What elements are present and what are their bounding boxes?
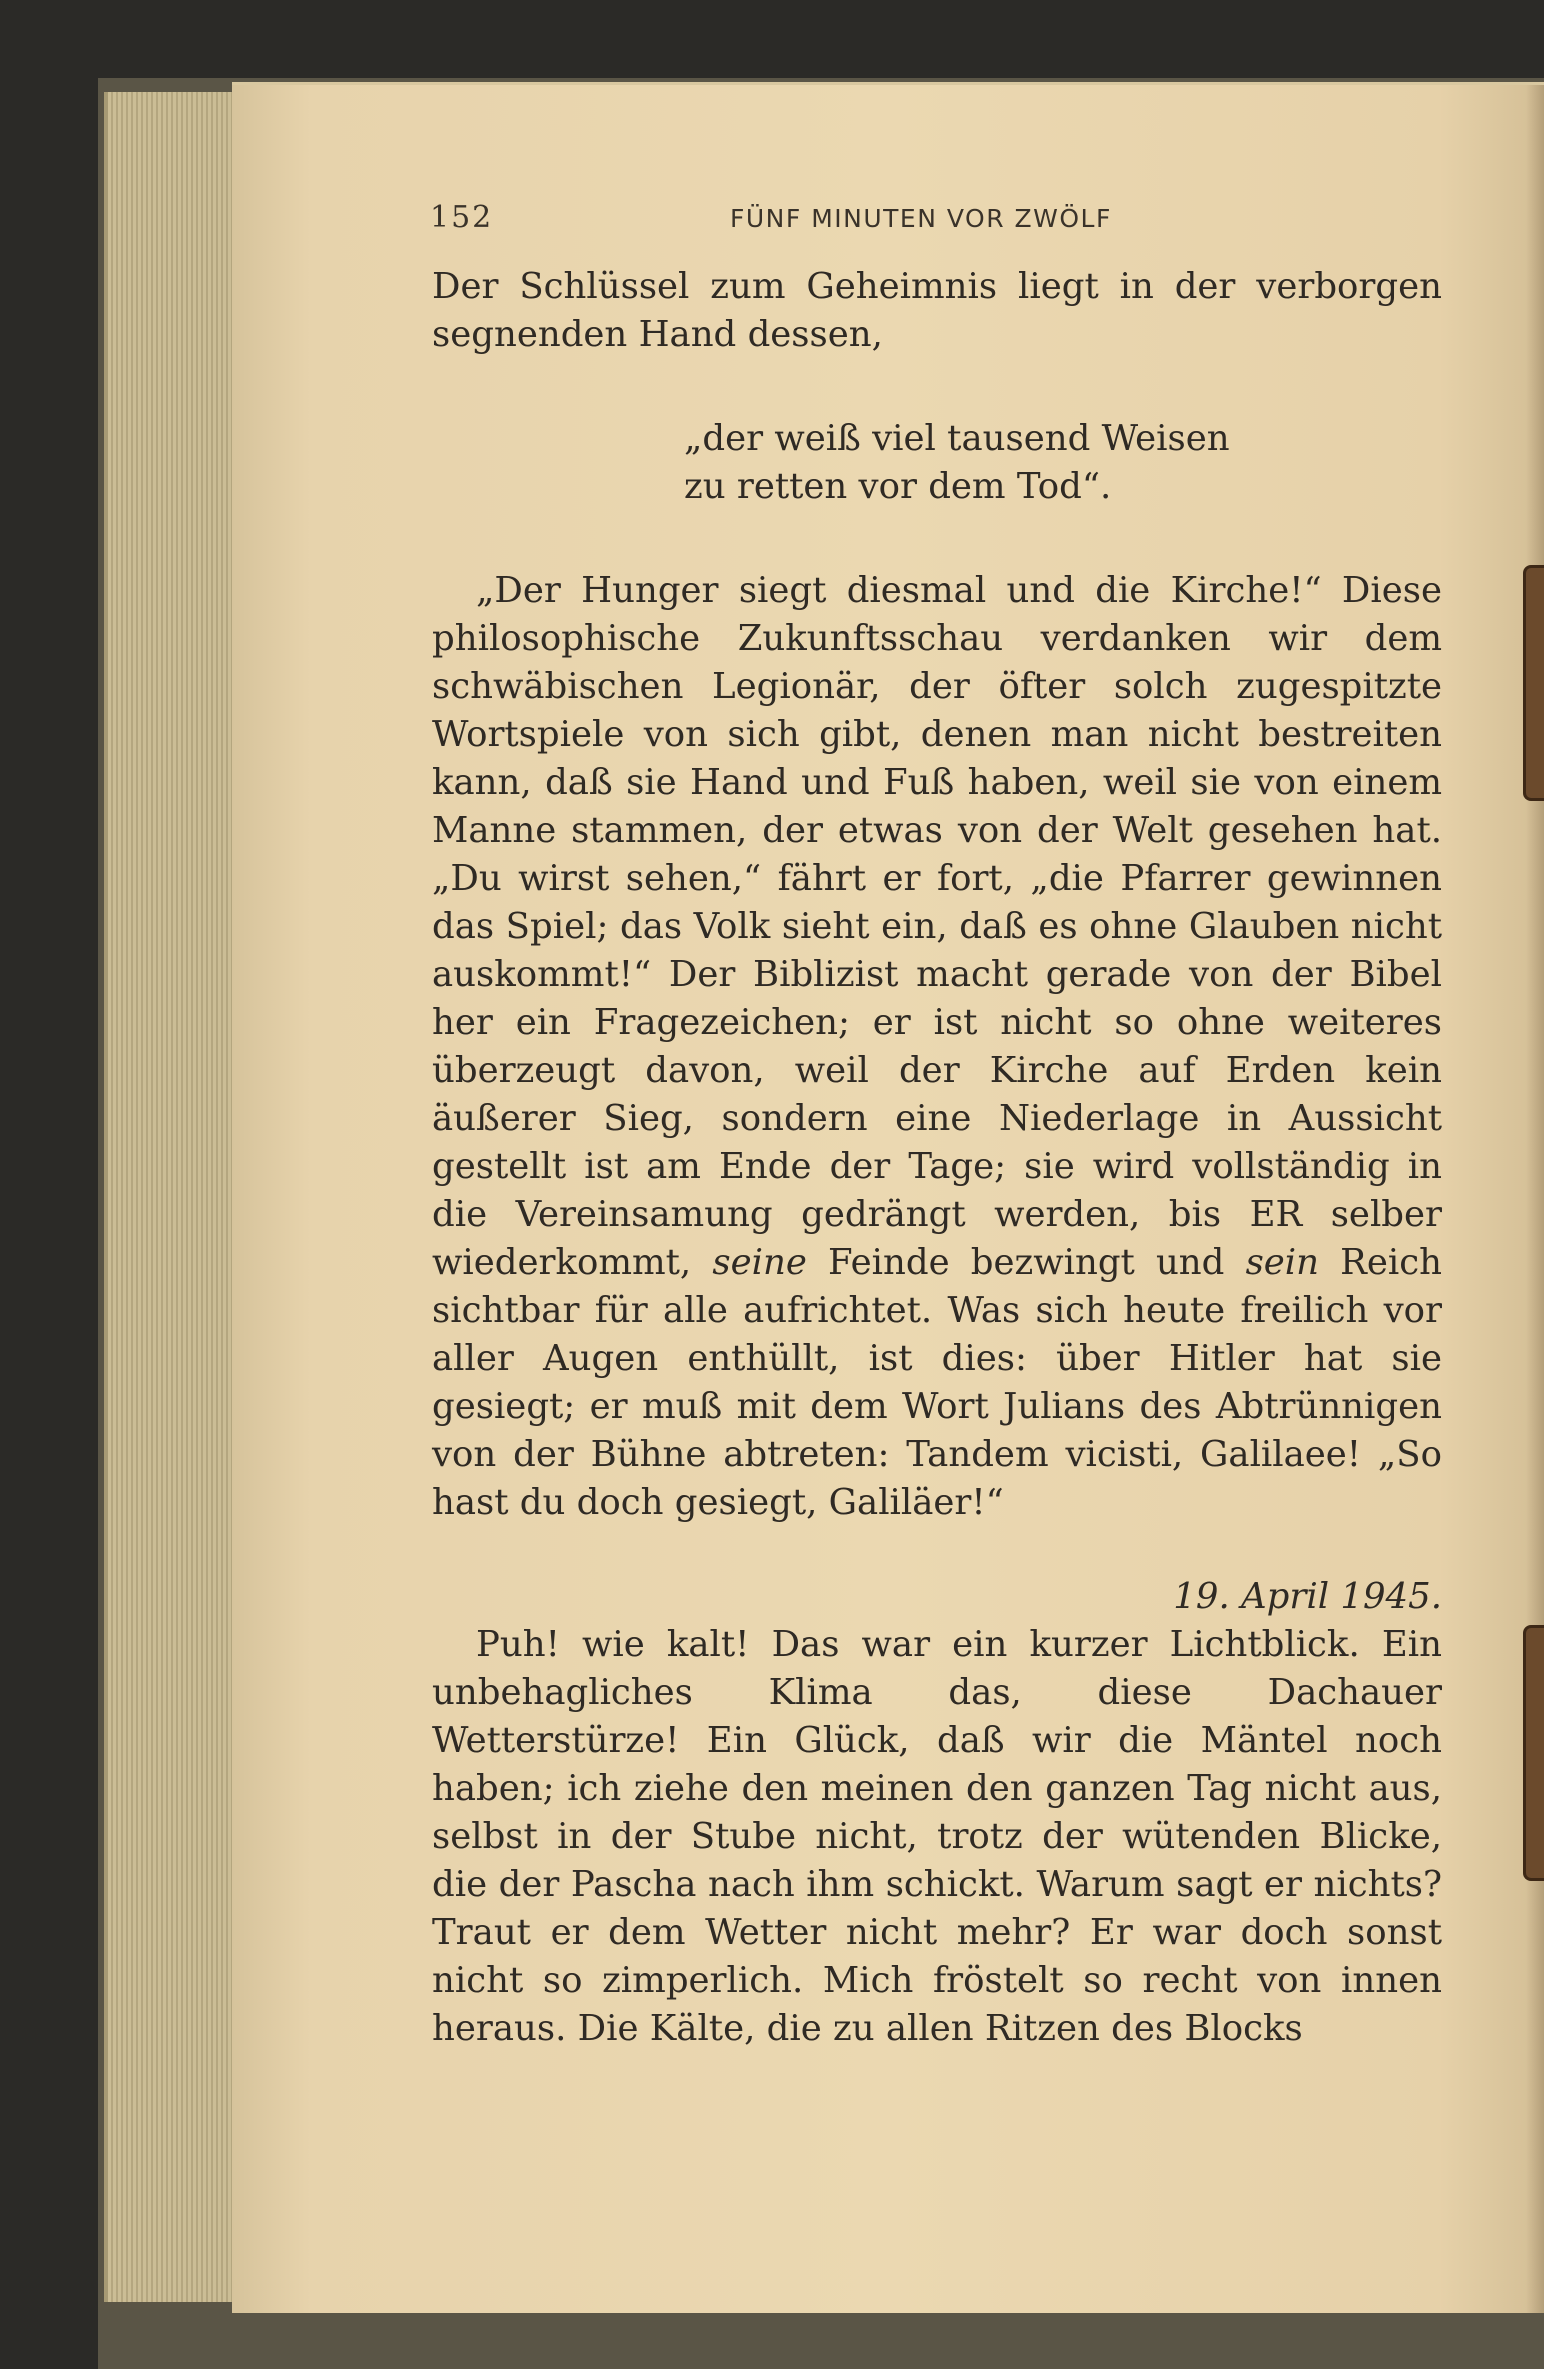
paragraph-2-mid: Feinde bezwingt und: [827, 1242, 1225, 1283]
body-text: [432, 263, 1442, 2053]
paragraph-2-italic-seine: seine: [712, 1242, 807, 1283]
verse-quote: [684, 415, 1442, 511]
paper-clip-bottom: [1523, 1625, 1544, 1881]
paragraph-2-end: Reich sichtbar für alle aufrichtet. Was sich heute freilich vor aller Augen enthüllt, ist dies: über Hitler hat sie gesiegt; er muß mit dem Wort Julians des Abtrünnigen von der Bühne abtreten: Tandem vicisti, Galilaee! „So hast du doch gesiegt, Galiläer!“: [432, 1242, 1443, 1523]
paragraph-2-italic-sein: sein: [1245, 1242, 1320, 1283]
page-header: [430, 200, 1440, 250]
paragraph-2: [432, 567, 1442, 1527]
page-gutter: [1526, 85, 1544, 2313]
dateline: 19. April 1945.: [1173, 1576, 1442, 1617]
verse-line-2: zu retten vor dem Tod“.: [684, 466, 1112, 507]
running-head: FÜNF MINUTEN VOR ZWÖLF: [730, 204, 1112, 233]
verse-line-1: „der weiß viel tausend Weisen: [684, 418, 1230, 459]
paragraph-3: Puh! wie kalt! Das war ein kurzer Lichtblick. Ein unbehagliches Klima das, diese Dachauer Wetterstürze! Ein Glück, daß wir die Mäntel noch haben; ich ziehe den meinen den ganzen Tag nicht aus, selbst in der Stube nicht, trotz der wütenden Blicke, die der Pascha nach ihm schickt. Warum sagt er nichts? Traut er dem Wetter nicht mehr? Er war doch sonst nicht so zimperlich. Mich fröstelt so recht von innen heraus. Die Kälte, die zu allen Ritzen des Blocks: [432, 1624, 1442, 2049]
paragraph-1: Der Schlüssel zum Geheimnis liegt in der verborgen segnenden Hand dessen,: [432, 266, 1442, 355]
paragraph-2-start: „Der Hunger siegt diesmal und die Kirche!“ Diese philosophische Zukunftsschau verdanken wir dem schwäbischen Legionär, der öfter solch zugespitzte Wortspiele von sich gibt, denen man nicht bestreiten kann, daß sie Hand und Fuß haben, weil sie von einem Manne stammen, der etwas von der Welt gesehen hat. „Du wirst sehen,“ fährt er fort, „die Pfarrer gewinnen das Spiel; das Volk sieht ein, daß es ohne Glauben nicht auskommt!“ Der Biblizist macht gerade von der Bibel her ein Fragezeichen; er ist nicht so ohne weiteres überzeugt davon, weil der Kirche auf Erden kein äußerer Sieg, sondern eine Niederlage in Aussicht gestellt ist am Ende der Tage; sie wird vollständig in die Vereinsamung gedrängt werden, bis ER selber wiederkommt,: [432, 570, 1442, 1283]
paper-clip-top: [1523, 565, 1544, 801]
page-number: 152: [430, 200, 494, 235]
